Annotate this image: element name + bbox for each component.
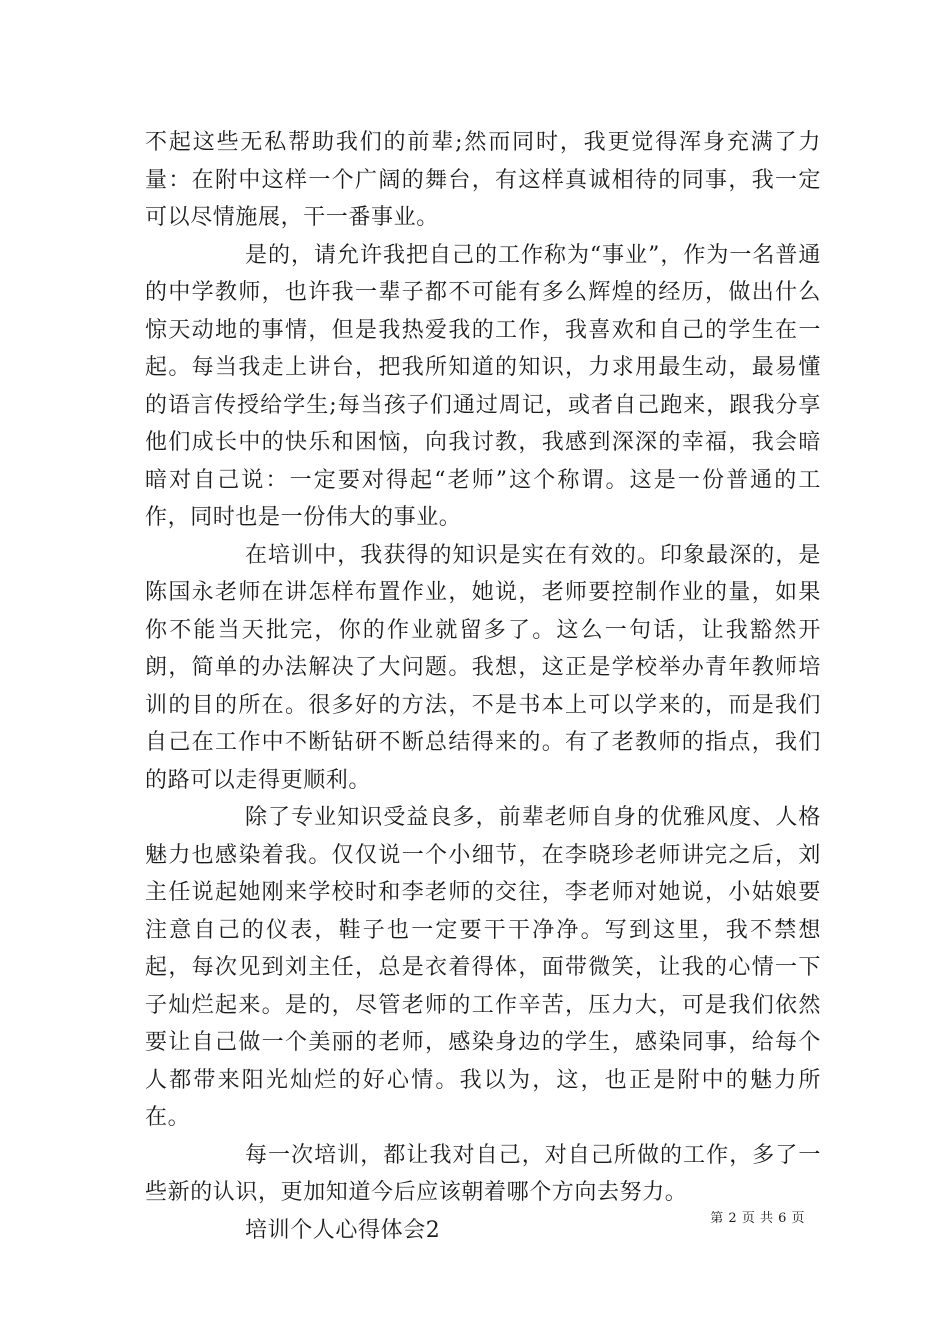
paragraph-1: 不起这些无私帮助我们的前辈;然而同时，我更觉得浑身充满了力量：在附中这样一个广阔的舞台，有这样真诚相待的同事，我一定可以尽情施展，干一番事业。 bbox=[145, 130, 821, 230]
paragraph-5: 每一次培训，都让我对自己，对自己所做的工作，多了一些新的认识，更加知道今后应该朝着哪个方向去努力。 bbox=[145, 1142, 821, 1205]
document-body bbox=[145, 124, 821, 1249]
section-subheading: 培训个人心得体会2 bbox=[245, 1217, 441, 1243]
paragraph-2: 是的，请允许我把自己的工作称为“事业”，作为一名普通的中学教师，也许我一辈子都不可能有多么辉煌的经历，做出什么惊天动地的事情，但是我热爱我的工作，我喜欢和自己的学生在一起。每当我走上讲台，把我所知道的知识，力求用最生动，最易懂的语言传授给学生;每当孩子们通过周记，或者自己跑来，跟我分享他们成长中的快乐和困恼，向我讨教，我感到深深的幸福，我会暗暗对自己说：一定要对得起“老师”这个称谓。这是一份普通的工作，同时也是一份伟大的事业。 bbox=[145, 242, 821, 530]
page-number-footer: 第 2 页 共 6 页 bbox=[710, 1211, 805, 1226]
paragraph-3: 在培训中，我获得的知识是实在有效的。印象最深的，是陈国永老师在讲怎样布置作业，她说，老师要控制作业的量，如果你不能当天批完，你的作业就留多了。这么一句话，让我豁然开朗，简单的办法解决了大问题。我想，这正是学校举办青年教师培训的目的所在。很多好的方法，不是书本上可以学来的，而是我们自己在工作中不断钻研不断总结得来的。有了老教师的指点，我们的路可以走得更顺利。 bbox=[145, 542, 821, 793]
paragraph-4: 除了专业知识受益良多，前辈老师自身的优雅风度、人格魅力也感染着我。仅仅说一个小细节，在李晓珍老师讲完之后，刘主任说起她刚来学校时和李老师的交往，李老师对她说，小姑娘要注意自己的仪表，鞋子也一定要干干净净。写到这里，我不禁想起，每次见到刘主任，总是衣着得体，面带微笑，让我的心情一下子灿烂起来。是的，尽管老师的工作辛苦，压力大，可是我们依然要让自己做一个美丽的老师，感染身边的学生，感染同事，给每个人都带来阳光灿烂的好心情。我以为，这，也正是附中的魅力所在。 bbox=[145, 805, 821, 1130]
